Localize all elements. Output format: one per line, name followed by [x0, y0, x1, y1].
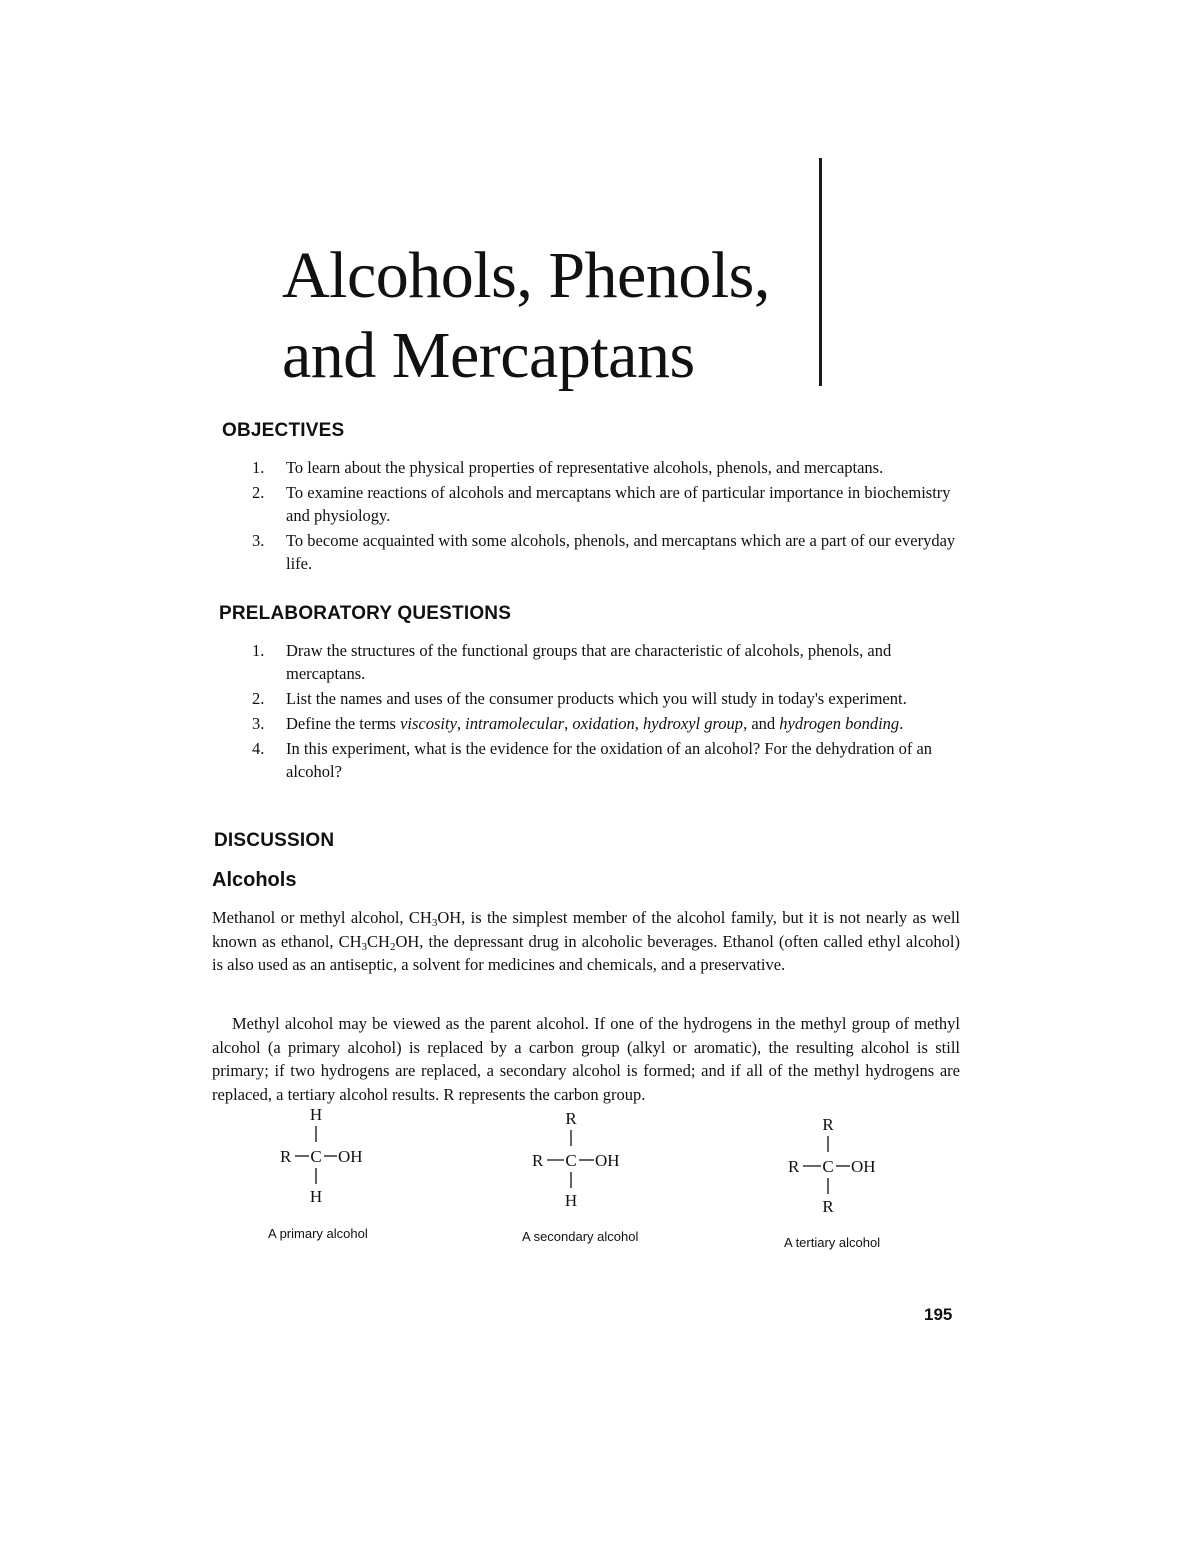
primary-alcohol-structure — [270, 1100, 490, 1210]
tertiary-alcohol-structure — [778, 1110, 998, 1220]
tertiary-alcohol-caption: A tertiary alcohol — [784, 1235, 881, 1250]
chapter-title-line-1: Alcohols, Phenols, — [282, 239, 770, 312]
list-item: 1. Draw the structures of the functional groups that are characteristic of alcohols, phenols, and mercaptans. — [252, 641, 892, 683]
objectives-heading: OBJECTIVES — [222, 420, 345, 441]
page-number: 195 — [924, 1305, 953, 1324]
secondary-alcohol-structure — [522, 1104, 742, 1214]
prelab-heading: PRELABORATORY QUESTIONS — [219, 603, 512, 624]
structure-left-group: R — [280, 1147, 292, 1166]
structure-center-atom: C — [822, 1157, 834, 1176]
structure-top-atom: H — [309, 1105, 323, 1124]
list-item: 1. To learn about the physical properties of representative alcohols, phenols, and mercaptans. — [252, 458, 884, 477]
structure-center-atom: C — [310, 1147, 322, 1166]
list-item: 4. In this experiment, what is the evidence for the oxidation of an alcohol? For the dehydration of an alcohol? — [252, 739, 933, 781]
alcohols-subheading: Alcohols — [212, 869, 297, 891]
list-item: 2. List the names and uses of the consumer products which you will study in today's experiment. — [252, 689, 907, 708]
structure-bottom-atom: H — [564, 1191, 578, 1210]
structure-right-group: OH — [338, 1147, 363, 1166]
structure-center-atom: C — [565, 1151, 577, 1170]
structure-left-group: R — [788, 1157, 800, 1176]
chapter-title-line-2: and Mercaptans — [282, 319, 695, 392]
prelab-list — [252, 639, 972, 785]
list-item: 3. Define the terms viscosity, intramolecular, oxidation, hydroxyl group, and hydrogen bonding. — [252, 714, 904, 733]
structure-bottom-atom: H — [309, 1187, 323, 1206]
structure-right-group: OH — [595, 1151, 620, 1170]
chapter-title — [282, 236, 770, 396]
secondary-alcohol-caption: A secondary alcohol — [522, 1229, 639, 1244]
list-item: 3. To become acquainted with some alcohols, phenols, and mercaptans which are a part of our everyday life. — [252, 531, 956, 573]
discussion-heading: DISCUSSION — [214, 830, 335, 851]
structure-top-atom: R — [565, 1109, 577, 1128]
structure-right-group: OH — [851, 1157, 876, 1176]
structure-top-atom: R — [822, 1115, 834, 1134]
structure-left-group: R — [532, 1151, 544, 1170]
objectives-list — [252, 456, 972, 577]
discussion-paragraph-2: Methyl alcohol may be viewed as the parent alcohol. If one of the hydrogens in the methyl group of methyl alcohol (a primary alcohol) is replaced by a carbon group (alkyl or aromatic), the resulting alcohol is still primary; if two hydrogens are replaced, a secondary alcohol is formed; and if all of the methyl hydrogens are replaced, a tertiary alcohol results. R represents the carbon group. — [212, 1014, 960, 1104]
discussion-paragraph-1: Methanol or methyl alcohol, $CH_3OH$, is the simplest member of the alcohol family, but it is not nearly as well known as ethanol, $CH_3CH_2OH$, the depressant drug in alcoholic beverages. Ethanol (often called ethyl alcohol) is also used as an antiseptic, a solvent for medicines and chemicals, and a preservative. — [212, 908, 961, 974]
structure-bottom-atom: R — [822, 1197, 834, 1216]
primary-alcohol-caption: A primary alcohol — [268, 1226, 368, 1241]
chapter-rule — [819, 158, 822, 386]
list-item: 2. To examine reactions of alcohols and mercaptans which are of particular importance in biochemistry and physiology. — [252, 483, 951, 525]
